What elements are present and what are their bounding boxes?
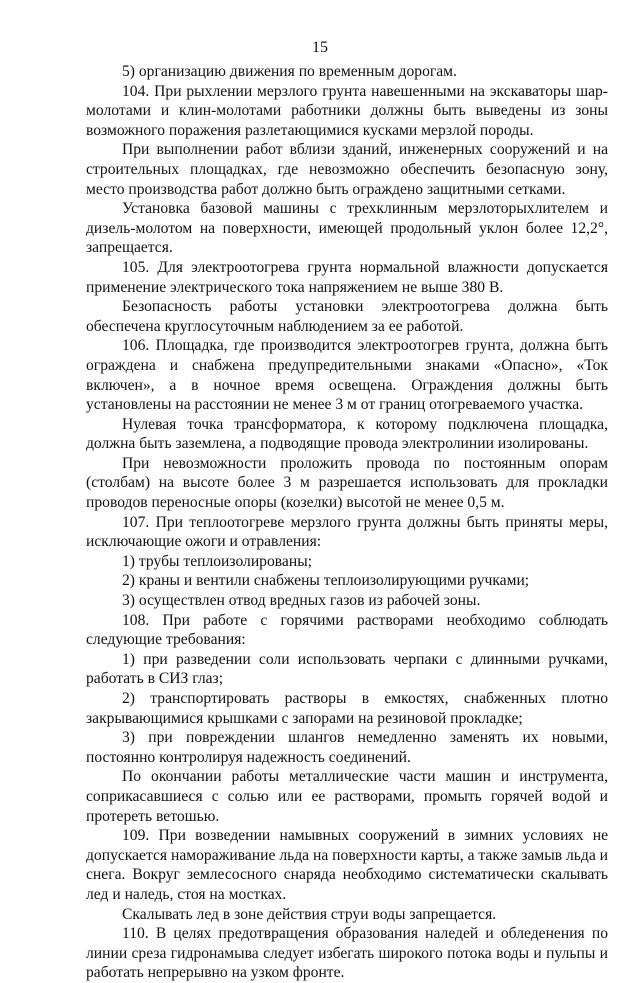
list-item-108-2: 2) транспортировать растворы в емкостях, снабженных плотно закрывающимися крышками с запорами на резиновой прокладке; <box>86 690 608 727</box>
paragraph-109: 109. При возведении намывных сооружений в зимних условиях не допускается намораживание льда на поверхности карты, а также замыв льда и снега. Вокруг землесосного снаряда необходимо систематически скалывать лед и наледь, стоя на мостках. <box>86 827 608 903</box>
paragraph-110: 110. В целях предотвращения образования наледей и обледенения по линии среза гидронамыва следует избегать широкого потока воды и пульпы и работать непрерывно на узком фронте. <box>86 925 608 982</box>
paragraph-107: 107. При теплоотогреве мерзлого грунта должны быть приняты меры, исключающие ожоги и отравления: <box>86 513 608 551</box>
list-item-108-3: 3) при повреждении шлангов немедленно заменять их новыми, постоянно контролируя надежность соединений. <box>86 729 608 766</box>
paragraph-item-5: 5) организацию движения по временным дорогам. <box>122 63 457 80</box>
paragraph-104: 104. При рыхлении мерзлого грунта навешенными на экскаваторы шар-молотами и клин-молотами работники должны быть выведены из зоны возможного поражения разлетающимися кусками мерзлой породы. <box>86 82 608 139</box>
list-item-107-2: 2) краны и вентили снабжены теплоизолирующими ручками; <box>122 572 530 590</box>
paragraph-grounding: Нулевая точка трансформатора, к которому подключена площадка, должна быть заземлена, а подводящие провода электролинии изолированы. <box>86 415 608 453</box>
paragraph-106: 106. Площадка, где производится электроотогрев грунта, должна быть ограждена и снабжена предупредительными знаками «Опасно», «Ток включен», а в ночное время освещена. Ограждения должны быть установлены на расстоянии не менее 3 м от границ отогреваемого участка. <box>86 337 608 414</box>
list-item-107-1: 1) трубы теплоизолированы; <box>122 552 313 570</box>
paragraph-slope-prohibition: Установка базовой машины с трехклинным мерзлоторыхлителем и дизель-молотом на поверхности, имеющей продольный уклон более 12,2°, запрещается. <box>86 200 608 257</box>
paragraph-monitoring: Безопасность работы установки электроотогрева должна быть обеспечена круглосуточным наблюдением за ее работой. <box>86 298 608 335</box>
paragraph-portable-supports: При невозможности проложить провода по постоянным опорам (столбам) на высоте более 3 м разрешается использовать для прокладки проводов переносные опоры (козелки) высотой не менее 0,5 м. <box>86 454 608 512</box>
paragraph-ice-prohibition: Скалывать лед в зоне действия струи воды запрещается. <box>122 905 497 923</box>
list-item-108-1: 1) при разведении соли использовать черпаки с длинными ручками, работать в СИЗ глаз; <box>86 650 608 688</box>
paragraph-after-work: По окончании работы металлические части машин и инструмента, соприкасавшиеся с солью или ее растворами, промыть горячей водой и протереть ветошью. <box>86 768 608 825</box>
page-number: 15 <box>312 39 328 56</box>
paragraph-105: 105. Для электроотогрева грунта нормальной влажности допускается применение электрического тока напряжением не выше 380 В. <box>86 258 608 296</box>
paragraph-protective-nets: При выполнении работ вблизи зданий, инженерных сооружений и на строительных площадках, где невозможно обеспечить безопасную зону, место производства работ должно быть ограждено защитными сетками. <box>86 141 608 198</box>
list-item-107-3: 3) осуществлен отвод вредных газов из рабочей зоны. <box>122 592 481 610</box>
document-body <box>86 62 608 983</box>
paragraph-108: 108. При работе с горячими растворами необходимо соблюдать следующие требования: <box>86 611 608 649</box>
